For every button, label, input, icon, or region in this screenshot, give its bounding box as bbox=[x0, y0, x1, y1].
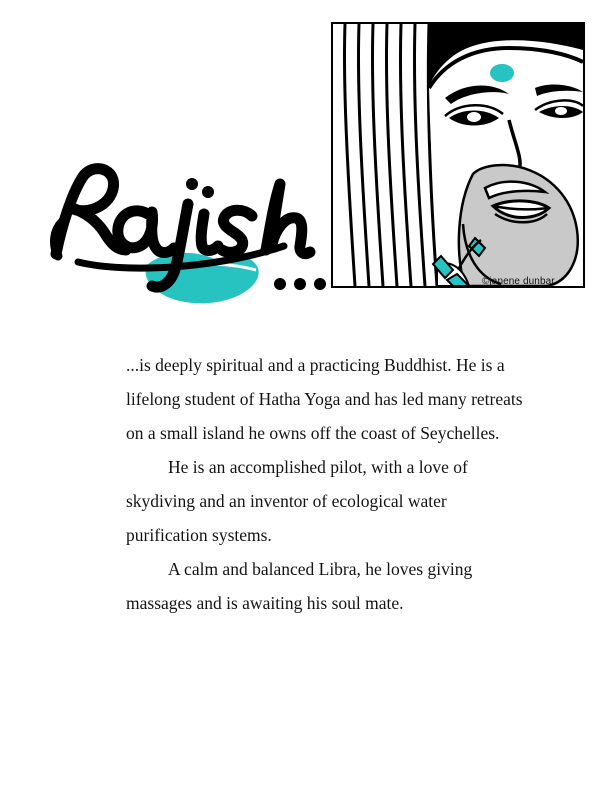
script-word bbox=[55, 169, 310, 287]
paragraph-2: He is an accomplished pilot, with a love of skydiving and an inventor of ecological water purification systems. bbox=[126, 457, 468, 545]
rajish-portrait-illustration bbox=[333, 24, 583, 286]
ellipsis-dots bbox=[274, 278, 326, 290]
bindi bbox=[490, 64, 514, 82]
portrait-frame bbox=[331, 22, 585, 288]
rajish-script-art bbox=[38, 158, 338, 328]
copyright-credit: ©janene dunbar bbox=[482, 276, 555, 287]
paragraph-1: ...is deeply spiritual and a practicing Buddhist. He is a lifelong student of Hatha Yoga and has led many retreats on a small island he owns off the coast of Seychelles. bbox=[126, 355, 523, 443]
name-lettering bbox=[38, 158, 338, 328]
body-copy bbox=[126, 348, 526, 620]
paragraph-3: A calm and balanced Libra, he loves giving massages and is awaiting his soul mate. bbox=[126, 559, 473, 613]
